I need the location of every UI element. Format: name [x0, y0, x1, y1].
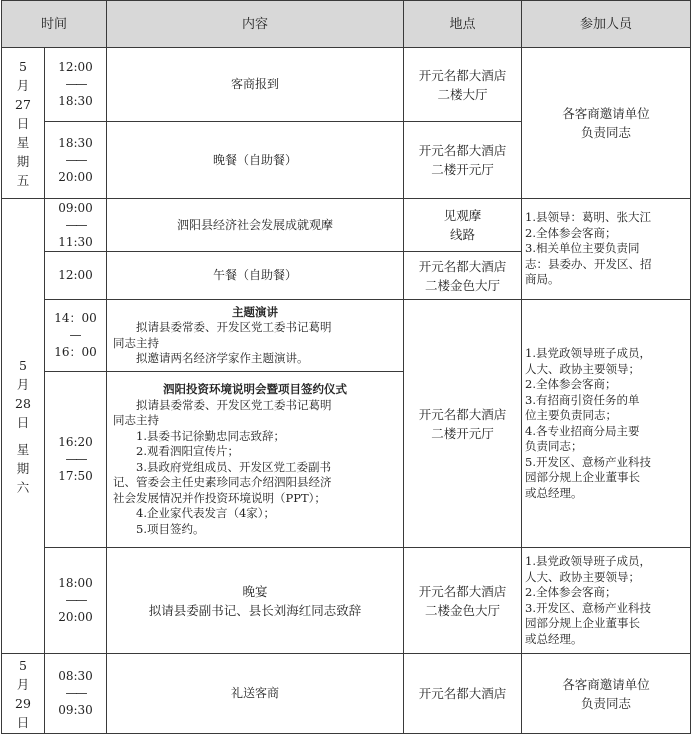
table-row [2, 48, 691, 122]
date-cell-day2: 5 月 28 日 星 期 六 [2, 199, 45, 654]
time-cell: 12:00 —— 18:30 [45, 48, 107, 122]
time-cell: 16:20 —— 17:50 [45, 372, 107, 548]
time-cell: 08:30 —— 09:30 [45, 654, 107, 734]
table-row [2, 300, 691, 372]
attendees-cell: 1.县领导：葛明、张大江 2.全体参会客商； 3.相关单位主要负责同 志：县委办、开发区、招 商局。 [522, 199, 691, 300]
header-content: 内容 [107, 1, 404, 48]
date-cell-day1: 5 月 27 日 星 期 五 [2, 48, 45, 199]
venue-cell: 开元名都大酒店 二楼金色大厅 [404, 252, 522, 300]
table-row [2, 654, 691, 734]
venue-cell: 开元名都大酒店 二楼大厅 [404, 48, 522, 122]
table-row [2, 548, 691, 654]
schedule-table [1, 0, 691, 734]
time-cell: 12:00 [45, 252, 107, 300]
venue-cell: 开元名都大酒店 [404, 654, 522, 734]
venue-cell: 开元名都大酒店 二楼开元厅 [404, 122, 522, 199]
time-cell: 09:00 —— 11:30 [45, 199, 107, 252]
attendees-cell: 各客商邀请单位 负责同志 [522, 654, 691, 734]
time-cell: 18:00 —— 20:00 [45, 548, 107, 654]
header-row [2, 1, 691, 48]
venue-cell: 见观摩 线路 [404, 199, 522, 252]
venue-cell: 开元名都大酒店 二楼开元厅 [404, 300, 522, 548]
content-cell: 晚餐（自助餐） [107, 122, 404, 199]
session-title: 泗阳投资环境说明会暨项目签约仪式 [163, 382, 348, 396]
time-cell: 14：00 — 16：00 [45, 300, 107, 372]
attendees-cell: 1.县党政领导班子成员， 人大、政协主要领导； 2.全体参会客商； 3.开发区、意杨产业科技 园部分规上企业董事长 或总经理。 [522, 548, 691, 654]
content-cell: 午餐（自助餐） [107, 252, 404, 300]
content-cell: 泗阳投资环境说明会暨项目签约仪式 拟请县委常委、开发区党工委书记葛明 同志主持 1.县委书记徐勤忠同志致辞； 2.观看泗阳宣传片； 3.县政府党组成员、开发区党工委副书 记、管委会主任史素珍同志介绍泗阳县经济 社会发展情况并作投资环境说明（PPT）； 4.企业家代表发言（4家）； 5.项目签约。 [107, 372, 404, 548]
header-attendees: 参加人员 [522, 1, 691, 48]
header-time: 时间 [2, 1, 107, 48]
table-row [2, 199, 691, 252]
content-cell: 客商报到 [107, 48, 404, 122]
date-cell-day3: 5 月 29 日 [2, 654, 45, 734]
content-cell: 礼送客商 [107, 654, 404, 734]
time-cell: 18:30 —— 20:00 [45, 122, 107, 199]
session-title: 主题演讲 [232, 304, 279, 319]
content-cell: 晚宴 拟请县委副书记、县长刘海红同志致辞 [107, 548, 404, 654]
header-venue: 地点 [404, 1, 522, 48]
content-cell: 主题演讲 拟请县委常委、开发区党工委书记葛明 同志主持 拟邀请两名经济学家作主题演讲。 [107, 300, 404, 372]
attendees-cell: 各客商邀请单位 负责同志 [522, 48, 691, 199]
venue-cell: 开元名都大酒店 二楼金色大厅 [404, 548, 522, 654]
attendees-cell: 1.县党政领导班子成员， 人大、政协主要领导； 2.全体参会客商； 3.有招商引资任务的单 位主要负责同志； 4.各专业招商分局主要 负责同志； 5.开发区、意杨产业科技 园部分规上企业董事长 或总经理。 [522, 300, 691, 548]
content-cell: 泗阳县经济社会发展成就观摩 [107, 199, 404, 252]
